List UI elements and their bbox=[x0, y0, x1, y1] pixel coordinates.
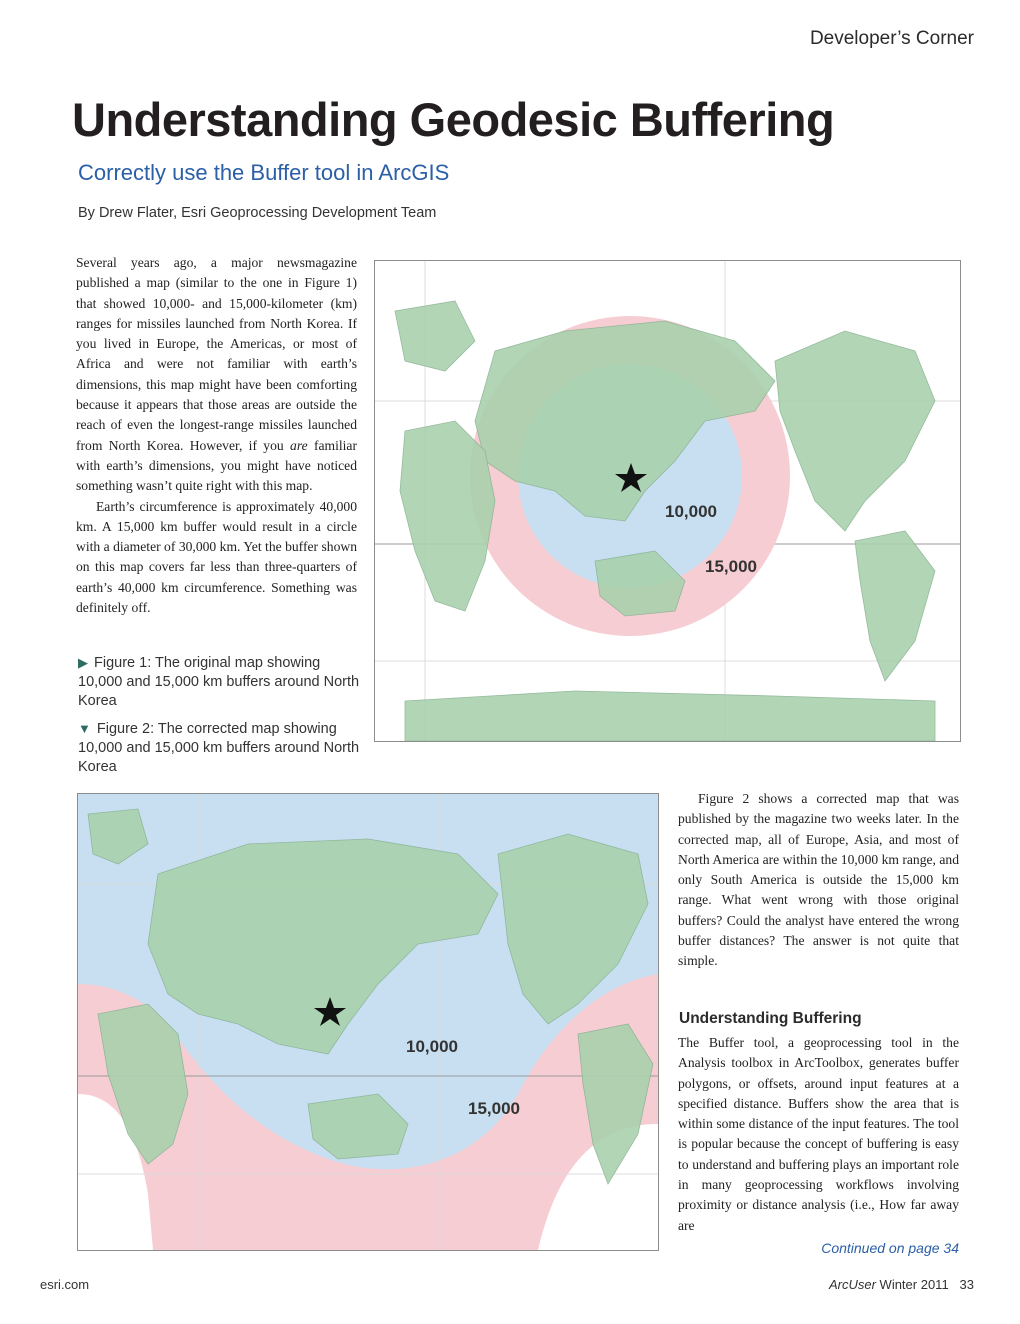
map2-label-15000: 15,000 bbox=[468, 1099, 520, 1118]
issue: Winter 2011 bbox=[879, 1277, 949, 1292]
page-number: 33 bbox=[959, 1277, 974, 1292]
left-column bbox=[76, 253, 357, 618]
right-column-2 bbox=[678, 1033, 959, 1236]
byline: By Drew Flater, Esri Geoprocessing Development Team bbox=[78, 205, 437, 221]
paragraph-1-emphasis: are bbox=[290, 437, 308, 453]
paragraph-1 bbox=[76, 253, 357, 497]
paragraph-4: The Buffer tool, a geoprocessing tool in the Analysis toolbox in ArcToolbox, generates buffer polygons, or offsets, around input features at a specified distance. Buffers show the area that is within some distance of the input features. The tool is popular because the concept of buffering is easy to understand and buffering plays an important role in many geoprocessing workflows involving proximity or distance analysis (i.e., How far away are bbox=[678, 1035, 959, 1233]
figure-2-caption bbox=[78, 719, 363, 777]
right-column bbox=[678, 789, 959, 972]
figure-2-map bbox=[77, 793, 659, 1251]
article-subtitle: Correctly use the Buffer tool in ArcGIS bbox=[78, 160, 450, 185]
section-tag: Developer’s Corner bbox=[809, 28, 974, 49]
paragraph-2: Earth’s circumference is approximately 40,000 km. A 15,000 km buffer would result in a circle with a diameter of 30,000 km. Yet the buffer shown on this map covers far less than three-quarters of earth’s 40,000 km circumference. Something was definitely off. bbox=[76, 498, 357, 616]
figure-1-map bbox=[374, 260, 961, 742]
section-subhead: Understanding Buffering bbox=[679, 1010, 862, 1027]
map1-label-15000: 15,000 bbox=[705, 557, 757, 576]
publication-name: ArcUser bbox=[828, 1277, 876, 1292]
map2-label-10000: 10,000 bbox=[406, 1037, 458, 1056]
footer-publication bbox=[829, 1277, 974, 1292]
right-triangle-icon: ▶ bbox=[78, 655, 88, 670]
footer-site: esri.com bbox=[40, 1277, 90, 1292]
article-title: Understanding Geodesic Buffering bbox=[72, 93, 835, 146]
paragraph-1-start: Several years ago, a major newsmagazine published a map (similar to the one in Figure 1) that showed 10,000- and 15,000-kilometer (km) ranges for missiles launched from North Korea. If you lived in Europe, the Americas, or most of Africa and were not familiar with earth’s dimensions, this map might have been comforting because it appears that those areas are outside the reach of even the longest-range missiles launched from North Korea. However, if you bbox=[76, 255, 357, 453]
map1-label-10000: 10,000 bbox=[665, 502, 717, 521]
figure-1-caption bbox=[78, 653, 363, 711]
paragraph-1-end: familiar with earth’s dimensions, you might have noticed something wasn’t quite right with this map. bbox=[76, 437, 357, 494]
continued-note: Continued on page 34 bbox=[821, 1240, 959, 1256]
figure-2-caption-text: Figure 2: The corrected map showing 10,000 and 15,000 km buffers around North Korea bbox=[78, 721, 360, 775]
down-triangle-icon: ▼ bbox=[78, 721, 91, 736]
paragraph-3: Figure 2 shows a corrected map that was published by the magazine two weeks later. In the corrected map, all of Europe, Asia, and most of North America are within the 10,000 km range, and only South America is outside the 15,000 km range. What went wrong with those original buffers? Could the analyst have entered the wrong buffer distances? The answer is not quite that simple. bbox=[678, 791, 959, 969]
figure-1-caption-text: Figure 1: The original map showing 10,000 and 15,000 km buffers around North Korea bbox=[78, 655, 360, 709]
